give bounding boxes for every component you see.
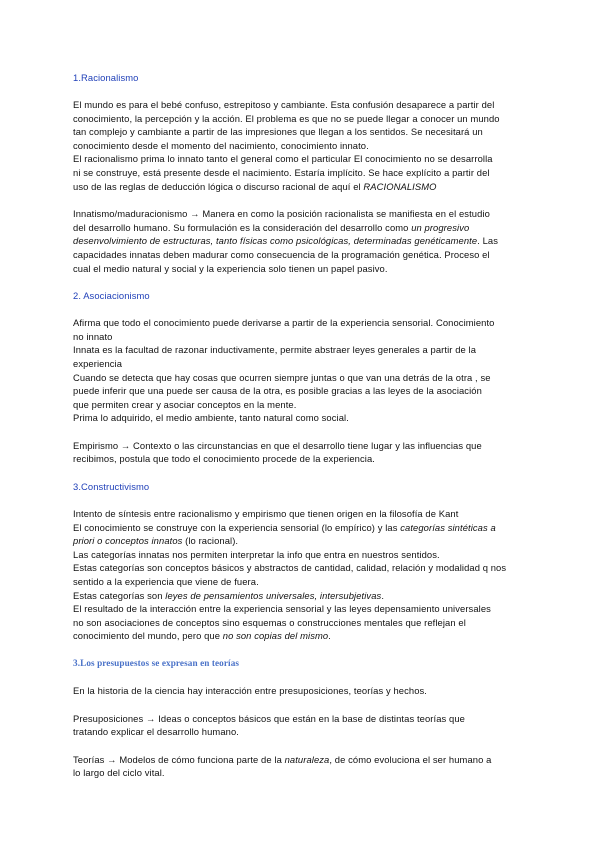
text-run: Innata es la facultad de razonar inductivamente, permite abstraer leyes generales a partir de la (73, 344, 477, 356)
section-heading: 3.Constructivismo (73, 481, 150, 493)
text-run: Prima lo adquirido, el medio ambiente, tanto natural como social. (73, 412, 349, 424)
text-run: conocimiento desde el momento del nacimiento, conocimiento innato. (73, 139, 369, 151)
text-run: que permiten crear y asociar conceptos en la mente. (73, 398, 297, 410)
text-run: Estas categorías son conceptos básicos y abstractos de cantidad, calidad, relación y modalidad q nos (73, 562, 507, 574)
text-run: conocimiento, la percepción y la acción. El problema es que no se puede llegar a conocer un mundo (73, 112, 500, 124)
text-run: lo largo del ciclo vital. (73, 767, 165, 779)
paragraph (73, 98, 533, 193)
text-run: (lo racional). (182, 535, 239, 547)
italic-text: priori o conceptos innatos (73, 535, 183, 547)
text-run: El conocimiento se construye con la experiencia sensorial (lo empírico) y las (73, 521, 401, 533)
italic-text: un progresivo (411, 221, 470, 233)
italic-text: leyes de pensamientos universales, intersubjetivas (165, 589, 382, 601)
italic-text: categorías sintéticas a (400, 521, 496, 533)
text-run: . (328, 630, 331, 642)
paragraph (73, 439, 533, 466)
text-run: uso de las reglas de deducción lógica o discurso racional de aquí el (73, 180, 364, 192)
italic-text: no son copias del mismo (222, 630, 329, 642)
text-run: capacidades innatas deben madurar como consecuencia de la programación genética. Proceso el (73, 248, 490, 260)
text-run: . (381, 589, 385, 601)
text-run: experiencia (73, 357, 123, 369)
italic-text: RACIONALISMO (363, 180, 437, 192)
text-run: puede inferir que una puede ser causa de la otra, es posible gracias a las leyes de la asociación (73, 385, 482, 397)
text-run: El racionalismo prima lo innato tanto el general como el particular El conocimiento no se desarrolla (73, 153, 493, 165)
text-run: sentido a la experiencia que viene de fuera. (73, 576, 259, 588)
paragraph (73, 207, 533, 275)
text-run: tratando explicar el desarrollo humano. (73, 726, 239, 738)
paragraph (73, 316, 533, 425)
text-run: recibimos, postula que todo el conocimiento procede de la experiencia. (73, 453, 375, 465)
section-heading: 2. Asociacionismo (73, 290, 150, 302)
document-page (73, 71, 533, 780)
text-run: El mundo es para el bebé confuso, estrepitoso y cambiante. Esta confusión desaparece a partir del (73, 99, 495, 110)
italic-text: desenvolvimiento de estructuras, tanto físicas como psicológicas, determinadas genéticamente (73, 235, 478, 247)
text-run: Intento de síntesis entre racionalismo y empirismo que tienen origen en la filosofía de Kant (73, 508, 459, 520)
paragraph (73, 753, 533, 780)
text-run: Las categorías innatas nos permiten interpretar la info que entra en nuestros sentidos. (73, 548, 440, 560)
section-heading: 3.Los presupuestos se expresan en teorías (73, 658, 240, 668)
text-run: no son asociaciones de conceptos sino esquemas o construcciones mentales que reflejan el (73, 616, 466, 628)
text-run: ni se construye, está presente desde el nacimiento. Estaría implícito. Se hace explícito a partir del (73, 166, 490, 178)
text-run: Innatismo/maduracionismo → Manera en como la posición racionalista se manifiesta en el estudio (73, 208, 490, 220)
paragraph (73, 712, 533, 739)
italic-text: naturaleza (284, 753, 330, 765)
section-heading: 1.Racionalismo (73, 72, 139, 83)
text-run: Presuposiciones → Ideas o conceptos básicos que están en la base de distintas teorías que (73, 712, 465, 724)
text-run: El resultado de la interacción entre la experiencia sensorial y las leyes depensamiento universales (73, 603, 491, 615)
paragraph (73, 507, 533, 643)
text-run: Afirma que todo el conocimiento puede derivarse a partir de la experiencia sensorial. Conocimiento (73, 317, 495, 329)
text-run: Empirismo → Contexto o las circunstancias en que el desarrollo tiene lugar y las influencias que (73, 439, 482, 451)
text-run: Cuando se detecta que hay cosas que ocurren siempre juntas o que van una detrás de la otra , se (73, 371, 491, 383)
text-run: En la historia de la ciencia hay interacción entre presuposiciones, teorías y hechos. (73, 685, 428, 696)
paragraph (73, 684, 533, 698)
text-run: Teorías → Modelos de cómo funciona parte de la (73, 753, 285, 765)
text-run: no innato (73, 330, 113, 342)
text-run: cual el medio natural y social y la experiencia solo tienen un papel pasivo. (73, 262, 388, 274)
text-run: , de cómo evoluciona el ser humano a (329, 753, 492, 765)
text-run: . Las (477, 235, 499, 247)
text-run: conocimiento del mundo, pero que (73, 630, 223, 642)
text-run: del desarrollo humano. Su formulación es la consideración del desarrollo como (73, 221, 412, 233)
text-run: tan complejo y cambiante a partir de las impresiones que llegan a los sentidos. Se necesitará un (73, 126, 483, 138)
text-run: Estas categorías son (73, 589, 166, 601)
